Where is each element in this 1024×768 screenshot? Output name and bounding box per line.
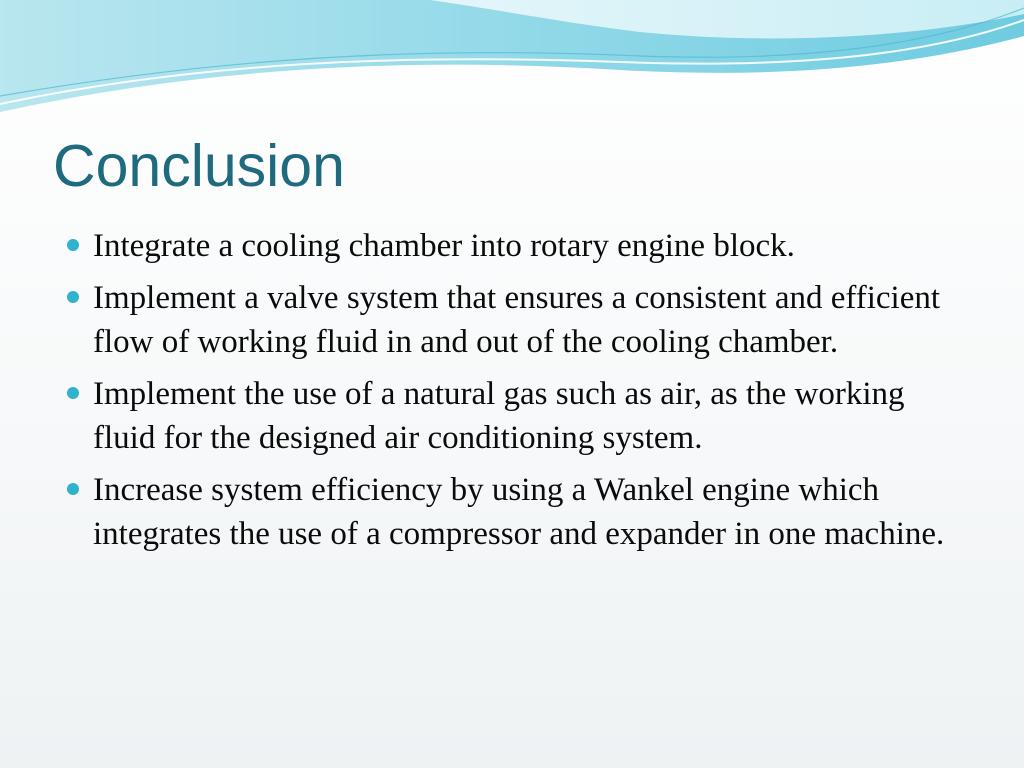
bullet-item (64, 276, 974, 364)
bullet-dot-icon (67, 291, 79, 303)
decorative-wave-header (0, 0, 1024, 130)
bullet-dot-icon (67, 239, 79, 251)
slide-title: Conclusion (53, 133, 345, 199)
bullet-list (64, 224, 974, 564)
bullet-dot-icon (67, 483, 79, 495)
bullet-item (64, 468, 974, 556)
bullet-text: Implement the use of a natural gas such as air, as the working fluid for the designed air conditioning system. (93, 376, 905, 456)
bullet-text: Increase system efficiency by using a Wankel engine which integrates the use of a compressor and expander in one machine. (93, 472, 945, 552)
bullet-dot-icon (67, 387, 79, 399)
bullet-item (64, 372, 974, 460)
bullet-text: Implement a valve system that ensures a consistent and efficient flow of working fluid in and out of the cooling chamber. (93, 280, 941, 360)
bullet-item (64, 224, 974, 268)
bullet-text: Integrate a cooling chamber into rotary engine block. (93, 228, 795, 264)
